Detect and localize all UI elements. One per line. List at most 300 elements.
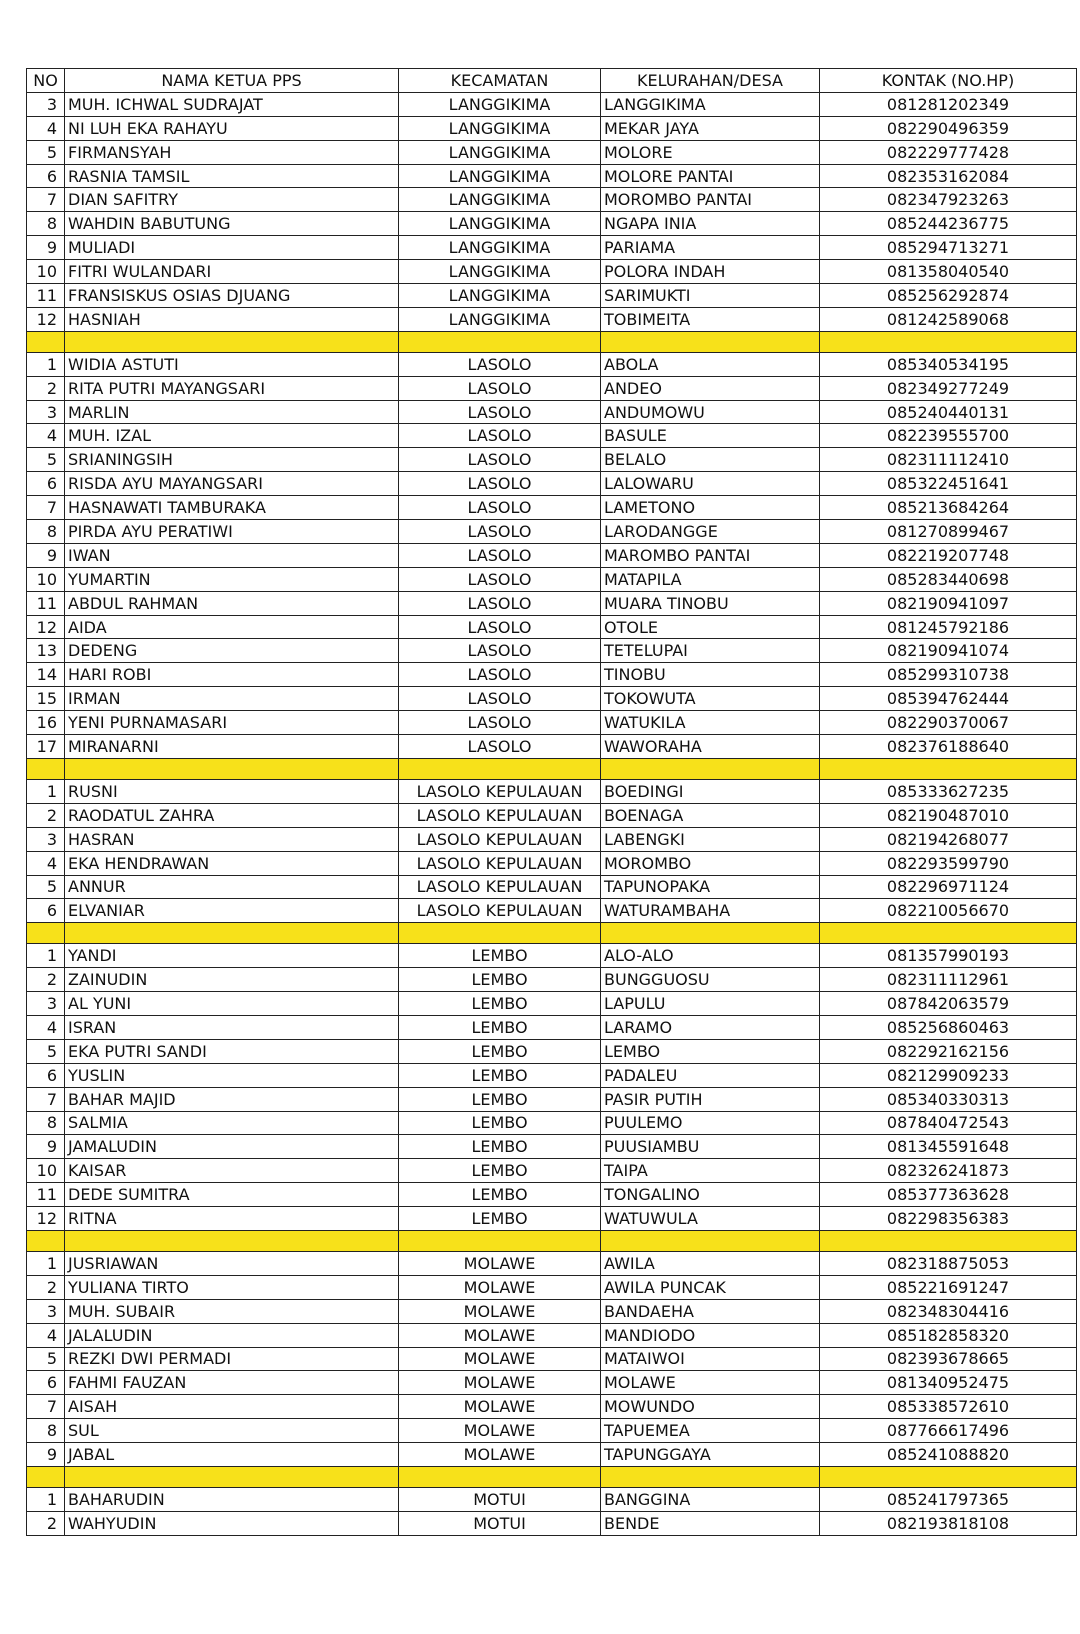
row-kecamatan: MOLAWE	[399, 1323, 601, 1347]
row-nama: SUL	[65, 1419, 399, 1443]
row-nama: AISAH	[65, 1395, 399, 1419]
row-kontak: 082353162084	[820, 164, 1077, 188]
row-kelurahan: TOBIMEITA	[601, 307, 820, 331]
row-nama: FITRI WULANDARI	[65, 260, 399, 284]
group-separator-row	[27, 331, 1077, 352]
row-nama: JALALUDIN	[65, 1323, 399, 1347]
row-kontak: 082290496359	[820, 116, 1077, 140]
row-kecamatan: LEMBO	[399, 1135, 601, 1159]
row-nama: REZKI DWI PERMADI	[65, 1347, 399, 1371]
row-kelurahan: TINOBU	[601, 663, 820, 687]
row-no: 7	[27, 496, 65, 520]
row-kecamatan: LASOLO	[399, 472, 601, 496]
table-row	[27, 496, 1077, 520]
table-row	[27, 875, 1077, 899]
row-no: 2	[27, 1275, 65, 1299]
row-kecamatan: MOLAWE	[399, 1347, 601, 1371]
row-no: 10	[27, 567, 65, 591]
row-nama: WIDIA ASTUTI	[65, 352, 399, 376]
row-kontak: 087840472543	[820, 1111, 1077, 1135]
table-row	[27, 1299, 1077, 1323]
row-kecamatan: LEMBO	[399, 1159, 601, 1183]
row-kecamatan: LANGGIKIMA	[399, 307, 601, 331]
row-kecamatan: MOLAWE	[399, 1275, 601, 1299]
separator-cell	[601, 1466, 820, 1487]
table-row	[27, 448, 1077, 472]
table-row	[27, 639, 1077, 663]
table-row	[27, 1183, 1077, 1207]
group-separator-row	[27, 758, 1077, 779]
ketua-pps-table-sheet	[26, 68, 1076, 1536]
row-kontak: 085338572610	[820, 1395, 1077, 1419]
row-no: 9	[27, 236, 65, 260]
row-nama: ELVANIAR	[65, 899, 399, 923]
row-nama: FAHMI FAUZAN	[65, 1371, 399, 1395]
row-nama: YENI PURNAMASARI	[65, 711, 399, 735]
row-kelurahan: BENDE	[601, 1511, 820, 1535]
row-kecamatan: LANGGIKIMA	[399, 164, 601, 188]
row-kelurahan: WATUWULA	[601, 1207, 820, 1231]
row-kecamatan: LEMBO	[399, 992, 601, 1016]
row-nama: RITA PUTRI MAYANGSARI	[65, 376, 399, 400]
row-kelurahan: LAMETONO	[601, 496, 820, 520]
row-kontak: 087842063579	[820, 992, 1077, 1016]
row-kelurahan: BOENAGA	[601, 803, 820, 827]
table-row	[27, 1323, 1077, 1347]
separator-cell	[399, 758, 601, 779]
row-kecamatan: LANGGIKIMA	[399, 260, 601, 284]
row-kelurahan: LAPULU	[601, 992, 820, 1016]
header-no: NO	[27, 69, 65, 93]
row-kelurahan: POLORA INDAH	[601, 260, 820, 284]
separator-cell	[65, 1466, 399, 1487]
row-kelurahan: PUULEMO	[601, 1111, 820, 1135]
separator-cell	[65, 331, 399, 352]
row-kecamatan: LASOLO KEPULAUAN	[399, 875, 601, 899]
row-kecamatan: MOLAWE	[399, 1443, 601, 1467]
separator-cell	[27, 331, 65, 352]
row-no: 9	[27, 543, 65, 567]
table-row	[27, 992, 1077, 1016]
row-no: 7	[27, 1087, 65, 1111]
table-body	[27, 92, 1077, 1535]
row-nama: YUSLIN	[65, 1063, 399, 1087]
separator-cell	[27, 758, 65, 779]
row-kelurahan: MUARA TINOBU	[601, 591, 820, 615]
row-kelurahan: PADALEU	[601, 1063, 820, 1087]
row-no: 2	[27, 376, 65, 400]
row-no: 7	[27, 1395, 65, 1419]
row-nama: JAMALUDIN	[65, 1135, 399, 1159]
table-row	[27, 615, 1077, 639]
row-kontak: 085340534195	[820, 352, 1077, 376]
row-kontak: 087766617496	[820, 1419, 1077, 1443]
row-kelurahan: TAPUEMEA	[601, 1419, 820, 1443]
row-kecamatan: LASOLO KEPULAUAN	[399, 851, 601, 875]
row-no: 12	[27, 307, 65, 331]
row-nama: JUSRIAWAN	[65, 1251, 399, 1275]
row-kecamatan: LASOLO KEPULAUAN	[399, 899, 601, 923]
row-kecamatan: LANGGIKIMA	[399, 284, 601, 308]
row-no: 4	[27, 424, 65, 448]
row-nama: IWAN	[65, 543, 399, 567]
row-no: 8	[27, 212, 65, 236]
row-no: 6	[27, 472, 65, 496]
row-kecamatan: MOLAWE	[399, 1395, 601, 1419]
row-kelurahan: ANDEO	[601, 376, 820, 400]
row-no: 3	[27, 827, 65, 851]
row-kelurahan: MOROMBO	[601, 851, 820, 875]
row-no: 5	[27, 448, 65, 472]
row-no: 5	[27, 140, 65, 164]
row-kontak: 081340952475	[820, 1371, 1077, 1395]
row-kontak: 085213684264	[820, 496, 1077, 520]
row-kontak: 082194268077	[820, 827, 1077, 851]
table-row	[27, 1087, 1077, 1111]
row-nama: EKA PUTRI SANDI	[65, 1039, 399, 1063]
row-kelurahan: AWILA PUNCAK	[601, 1275, 820, 1299]
row-kelurahan: LABENGKI	[601, 827, 820, 851]
row-kontak: 082290370067	[820, 711, 1077, 735]
row-kecamatan: MOLAWE	[399, 1371, 601, 1395]
row-kontak: 082311112410	[820, 448, 1077, 472]
row-kontak: 082129909233	[820, 1063, 1077, 1087]
row-kecamatan: LASOLO	[399, 496, 601, 520]
row-kelurahan: WATUKILA	[601, 711, 820, 735]
row-no: 15	[27, 687, 65, 711]
row-no: 11	[27, 1183, 65, 1207]
separator-cell	[601, 331, 820, 352]
table-row	[27, 236, 1077, 260]
row-no: 3	[27, 992, 65, 1016]
row-kontak: 082318875053	[820, 1251, 1077, 1275]
separator-cell	[820, 923, 1077, 944]
separator-cell	[601, 923, 820, 944]
separator-cell	[601, 758, 820, 779]
row-kontak: 081358040540	[820, 260, 1077, 284]
table-row	[27, 1159, 1077, 1183]
row-kecamatan: LASOLO KEPULAUAN	[399, 779, 601, 803]
row-nama: IRMAN	[65, 687, 399, 711]
row-kecamatan: LASOLO	[399, 711, 601, 735]
row-no: 1	[27, 1487, 65, 1511]
row-nama: KAISAR	[65, 1159, 399, 1183]
row-kontak: 085294713271	[820, 236, 1077, 260]
table-row	[27, 851, 1077, 875]
separator-cell	[65, 1230, 399, 1251]
table-row	[27, 944, 1077, 968]
table-row	[27, 188, 1077, 212]
row-kontak: 081270899467	[820, 520, 1077, 544]
separator-cell	[65, 758, 399, 779]
row-kontak: 081357990193	[820, 944, 1077, 968]
table-row	[27, 591, 1077, 615]
row-kontak: 085241797365	[820, 1487, 1077, 1511]
row-kecamatan: LASOLO	[399, 687, 601, 711]
row-kecamatan: LASOLO KEPULAUAN	[399, 803, 601, 827]
row-kecamatan: LEMBO	[399, 1111, 601, 1135]
row-kontak: 082193818108	[820, 1511, 1077, 1535]
group-separator-row	[27, 923, 1077, 944]
row-kontak: 082190941097	[820, 591, 1077, 615]
table-row	[27, 1039, 1077, 1063]
row-kecamatan: LEMBO	[399, 968, 601, 992]
table-row	[27, 1419, 1077, 1443]
row-kontak: 085394762444	[820, 687, 1077, 711]
row-kelurahan: MATAPILA	[601, 567, 820, 591]
row-nama: AL YUNI	[65, 992, 399, 1016]
row-kelurahan: AWILA	[601, 1251, 820, 1275]
row-kelurahan: MOROMBO PANTAI	[601, 188, 820, 212]
row-kelurahan: TAPUNOPAKA	[601, 875, 820, 899]
row-kelurahan: TETELUPAI	[601, 639, 820, 663]
row-kelurahan: MOLORE	[601, 140, 820, 164]
separator-cell	[820, 1230, 1077, 1251]
separator-cell	[399, 1230, 601, 1251]
row-kelurahan: WATURAMBAHA	[601, 899, 820, 923]
row-nama: WAHYUDIN	[65, 1511, 399, 1535]
row-kecamatan: LASOLO	[399, 615, 601, 639]
row-kecamatan: LASOLO	[399, 639, 601, 663]
row-nama: MUH. ICHWAL SUDRAJAT	[65, 92, 399, 116]
row-kelurahan: BANDAEHA	[601, 1299, 820, 1323]
row-kontak: 085256292874	[820, 284, 1077, 308]
row-nama: HASNIAH	[65, 307, 399, 331]
separator-cell	[399, 923, 601, 944]
row-kelurahan: BANGGINA	[601, 1487, 820, 1511]
group-separator-row	[27, 1466, 1077, 1487]
row-nama: ISRAN	[65, 1015, 399, 1039]
row-nama: RISDA AYU MAYANGSARI	[65, 472, 399, 496]
table-row	[27, 520, 1077, 544]
separator-cell	[601, 1230, 820, 1251]
row-no: 2	[27, 1511, 65, 1535]
table-header-row	[27, 69, 1077, 93]
row-nama: SALMIA	[65, 1111, 399, 1135]
row-kontak: 081345591648	[820, 1135, 1077, 1159]
table-row	[27, 687, 1077, 711]
row-kelurahan: OTOLE	[601, 615, 820, 639]
row-kontak: 082311112961	[820, 968, 1077, 992]
row-nama: PIRDA AYU PERATIWI	[65, 520, 399, 544]
row-kecamatan: LEMBO	[399, 1087, 601, 1111]
row-kecamatan: LANGGIKIMA	[399, 140, 601, 164]
row-kelurahan: LARODANGGE	[601, 520, 820, 544]
table-row	[27, 472, 1077, 496]
separator-cell	[399, 1466, 601, 1487]
row-kecamatan: LEMBO	[399, 1183, 601, 1207]
row-kelurahan: MEKAR JAYA	[601, 116, 820, 140]
row-kecamatan: LASOLO	[399, 543, 601, 567]
row-kelurahan: MOLORE PANTAI	[601, 164, 820, 188]
row-kecamatan: MOTUI	[399, 1511, 601, 1535]
table-row	[27, 116, 1077, 140]
row-kontak: 081245792186	[820, 615, 1077, 639]
table-row	[27, 1111, 1077, 1135]
row-no: 5	[27, 875, 65, 899]
row-nama: RAODATUL ZAHRA	[65, 803, 399, 827]
row-nama: MARLIN	[65, 400, 399, 424]
row-kecamatan: LEMBO	[399, 1207, 601, 1231]
table-row	[27, 1511, 1077, 1535]
row-nama: MUH. IZAL	[65, 424, 399, 448]
row-nama: DIAN SAFITRY	[65, 188, 399, 212]
table-row	[27, 779, 1077, 803]
row-no: 3	[27, 1299, 65, 1323]
row-nama: JABAL	[65, 1443, 399, 1467]
row-nama: SRIANINGSIH	[65, 448, 399, 472]
row-kelurahan: TONGALINO	[601, 1183, 820, 1207]
row-no: 9	[27, 1135, 65, 1159]
row-no: 12	[27, 615, 65, 639]
row-kecamatan: LASOLO	[399, 567, 601, 591]
row-kontak: 085333627235	[820, 779, 1077, 803]
separator-cell	[27, 923, 65, 944]
row-no: 1	[27, 352, 65, 376]
separator-cell	[27, 1230, 65, 1251]
row-kontak: 085377363628	[820, 1183, 1077, 1207]
row-kelurahan: TAIPA	[601, 1159, 820, 1183]
row-no: 10	[27, 1159, 65, 1183]
row-kontak: 082190487010	[820, 803, 1077, 827]
row-kelurahan: TAPUNGGAYA	[601, 1443, 820, 1467]
row-kontak: 082296971124	[820, 875, 1077, 899]
table-row	[27, 284, 1077, 308]
row-kelurahan: BELALO	[601, 448, 820, 472]
row-kontak: 085240440131	[820, 400, 1077, 424]
row-no: 4	[27, 851, 65, 875]
table-row	[27, 164, 1077, 188]
separator-cell	[399, 331, 601, 352]
row-kecamatan: LANGGIKIMA	[399, 212, 601, 236]
row-kecamatan: LANGGIKIMA	[399, 92, 601, 116]
group-separator-row	[27, 1230, 1077, 1251]
row-kelurahan: MANDIODO	[601, 1323, 820, 1347]
row-kelurahan: MOWUNDO	[601, 1395, 820, 1419]
row-nama: RASNIA TAMSIL	[65, 164, 399, 188]
row-kontak: 082393678665	[820, 1347, 1077, 1371]
separator-cell	[820, 758, 1077, 779]
row-no: 5	[27, 1347, 65, 1371]
table-row	[27, 307, 1077, 331]
row-kelurahan: SARIMUKTI	[601, 284, 820, 308]
row-nama: EKA HENDRAWAN	[65, 851, 399, 875]
table-row	[27, 1395, 1077, 1419]
table-row	[27, 543, 1077, 567]
row-kelurahan: LANGGIKIMA	[601, 92, 820, 116]
row-kontak: 082376188640	[820, 735, 1077, 759]
row-kontak: 082190941074	[820, 639, 1077, 663]
row-no: 4	[27, 1015, 65, 1039]
table-row	[27, 1251, 1077, 1275]
row-kontak: 085241088820	[820, 1443, 1077, 1467]
row-kontak: 081242589068	[820, 307, 1077, 331]
row-nama: MIRANARNI	[65, 735, 399, 759]
row-nama: HASRAN	[65, 827, 399, 851]
table-row	[27, 92, 1077, 116]
row-no: 5	[27, 1039, 65, 1063]
row-no: 7	[27, 188, 65, 212]
row-nama: ABDUL RAHMAN	[65, 591, 399, 615]
row-kelurahan: BOEDINGI	[601, 779, 820, 803]
table-row	[27, 827, 1077, 851]
row-nama: RUSNI	[65, 779, 399, 803]
row-nama: HARI ROBI	[65, 663, 399, 687]
table-row	[27, 663, 1077, 687]
row-kontak: 085182858320	[820, 1323, 1077, 1347]
row-no: 2	[27, 803, 65, 827]
table-row	[27, 1015, 1077, 1039]
table-row	[27, 899, 1077, 923]
row-nama: WAHDIN BABUTUNG	[65, 212, 399, 236]
row-kontak: 085322451641	[820, 472, 1077, 496]
row-no: 14	[27, 663, 65, 687]
table-row	[27, 352, 1077, 376]
row-kontak: 085283440698	[820, 567, 1077, 591]
row-nama: NI LUH EKA RAHAYU	[65, 116, 399, 140]
row-kecamatan: MOTUI	[399, 1487, 601, 1511]
row-kelurahan: ANDUMOWU	[601, 400, 820, 424]
row-kecamatan: LASOLO	[399, 424, 601, 448]
row-kecamatan: LEMBO	[399, 944, 601, 968]
table-row	[27, 1443, 1077, 1467]
row-kelurahan: LALOWARU	[601, 472, 820, 496]
row-nama: RITNA	[65, 1207, 399, 1231]
header-nama: NAMA KETUA PPS	[65, 69, 399, 93]
row-kelurahan: ABOLA	[601, 352, 820, 376]
row-kontak: 085340330313	[820, 1087, 1077, 1111]
table-row	[27, 968, 1077, 992]
row-kelurahan: NGAPA INIA	[601, 212, 820, 236]
row-kontak: 085299310738	[820, 663, 1077, 687]
header-kelurahan: KELURAHAN/DESA	[601, 69, 820, 93]
table-row	[27, 212, 1077, 236]
row-kontak: 081281202349	[820, 92, 1077, 116]
row-no: 1	[27, 779, 65, 803]
row-kecamatan: LASOLO KEPULAUAN	[399, 827, 601, 851]
row-no: 16	[27, 711, 65, 735]
row-kelurahan: TOKOWUTA	[601, 687, 820, 711]
row-no: 4	[27, 116, 65, 140]
row-no: 8	[27, 520, 65, 544]
table-row	[27, 735, 1077, 759]
row-no: 3	[27, 400, 65, 424]
row-kelurahan: PASIR PUTIH	[601, 1087, 820, 1111]
row-kecamatan: MOLAWE	[399, 1251, 601, 1275]
row-kecamatan: MOLAWE	[399, 1299, 601, 1323]
row-no: 4	[27, 1323, 65, 1347]
row-no: 3	[27, 92, 65, 116]
row-kecamatan: MOLAWE	[399, 1419, 601, 1443]
row-kontak: 085256860463	[820, 1015, 1077, 1039]
row-no: 12	[27, 1207, 65, 1231]
row-no: 1	[27, 1251, 65, 1275]
row-kecamatan: LEMBO	[399, 1015, 601, 1039]
row-kelurahan: MOLAWE	[601, 1371, 820, 1395]
row-kecamatan: LASOLO	[399, 376, 601, 400]
row-kelurahan: MATAIWOI	[601, 1347, 820, 1371]
separator-cell	[820, 1466, 1077, 1487]
table-row	[27, 400, 1077, 424]
row-no: 1	[27, 944, 65, 968]
row-nama: MUH. SUBAIR	[65, 1299, 399, 1323]
table-row	[27, 567, 1077, 591]
row-kecamatan: LASOLO	[399, 591, 601, 615]
row-kecamatan: LASOLO	[399, 663, 601, 687]
header-kecamatan: KECAMATAN	[399, 69, 601, 93]
row-kelurahan: WAWORAHA	[601, 735, 820, 759]
row-nama: AIDA	[65, 615, 399, 639]
